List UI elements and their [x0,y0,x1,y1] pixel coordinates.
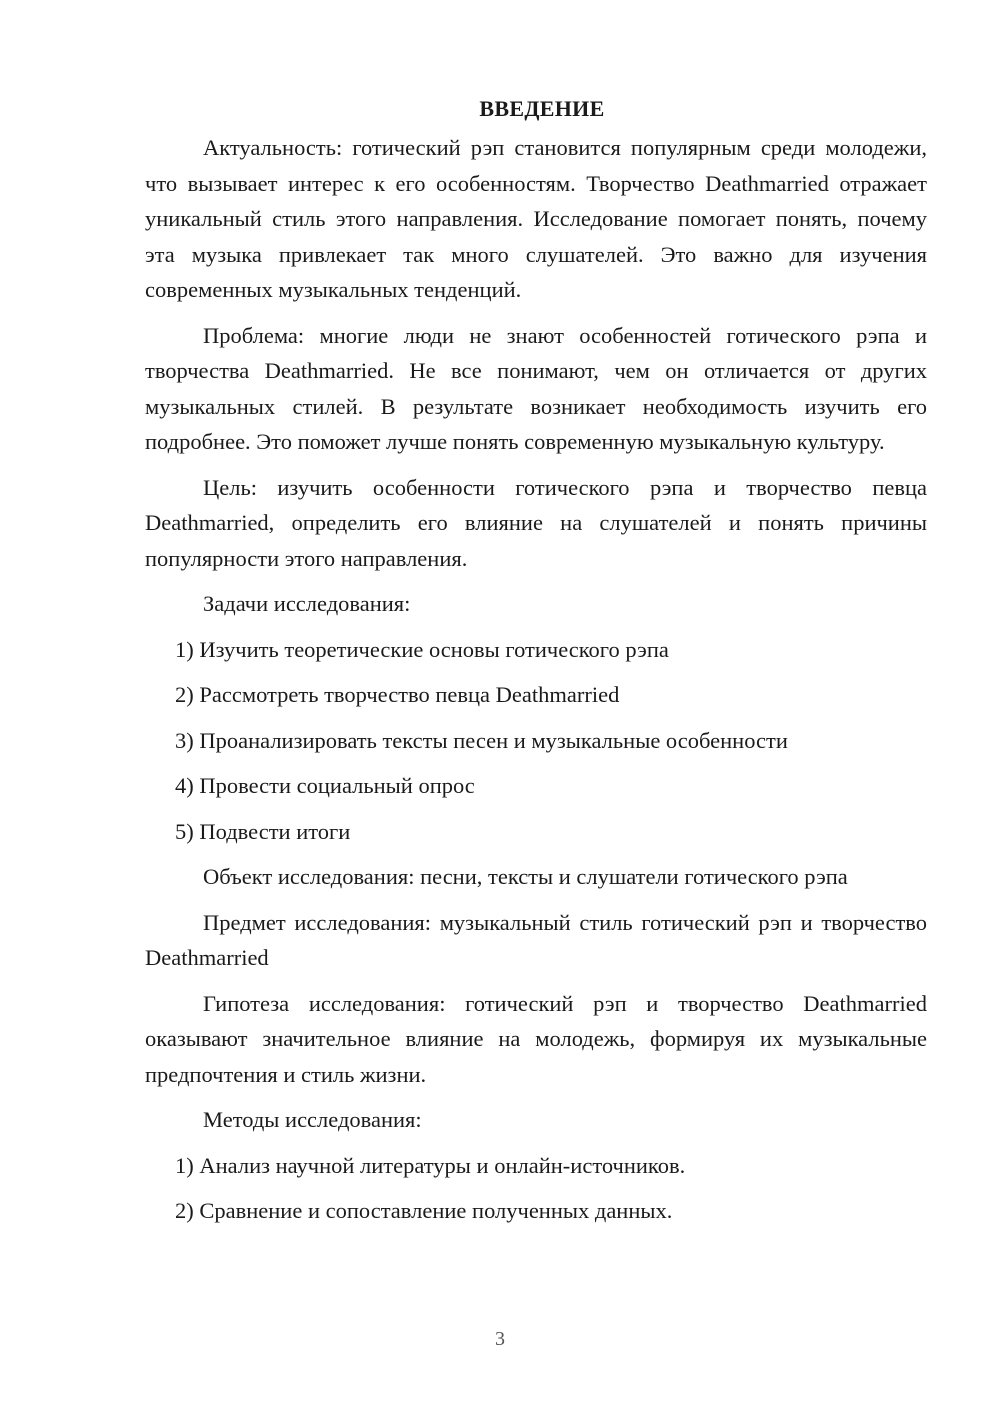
list-item: 2) Сравнение и сопоставление полученных данных. [175,1198,673,1223]
relevance-paragraph: Актуальность: готический рэп становится популярным среди молодежи, что вызывает интерес к его особенностям. Творчество Deathmarried отражает уникальный стиль этого направления. Исследование помогает понять, почему эта музыка привлекает так много слушателей. Это важно для изучения современных музыкальных тенденций. [145,135,927,302]
object-paragraph: Объект исследования: песни, тексты и слушатели готического рэпа [203,864,848,889]
list-item: 5) Подвести итоги [175,818,351,844]
hypothesis-paragraph: Гипотеза исследования: готический рэп и творчество Deathmarried оказывают значительное влияние на молодежь, формируя их музыкальные предпочтения и стиль жизни. [145,990,927,1087]
page-number: 3 [495,1328,505,1350]
list-item: 1) Анализ научной литературы и онлайн-источников. [175,1152,686,1178]
tasks-list [145,632,927,850]
goal-paragraph: Цель: изучить особенности готического рэпа и творчество певца Deathmarried, определить его влияние на слушателей и понять причины популярности этого направления. [145,474,927,571]
methods-heading: Методы исследования: [203,1107,422,1132]
tasks-heading: Задачи исследования: [203,591,411,616]
list-item: 4) Провести социальный опрос [175,773,475,798]
list-item: 3) Проанализировать тексты песен и музыкальные особенности [175,727,788,753]
list-item: 2) Рассмотреть творчество певца Deathmarried [175,682,620,707]
list-item: 1) Изучить теоретические основы готического рэпа [175,636,669,662]
methods-list [145,1148,927,1229]
page-title: ВВЕДЕНИЕ [479,96,605,121]
subject-paragraph: Предмет исследования: музыкальный стиль готический рэп и творчество Deathmarried [145,909,927,970]
problem-paragraph: Проблема: многие люди не знают особенностей готического рэпа и творчества Deathmarried. Не все понимают, чем он отличается от других музыкальных стилей. В результате возникает необходимость изучить его подробнее. Это поможет лучше понять современную музыкальную культуру. [145,322,927,454]
